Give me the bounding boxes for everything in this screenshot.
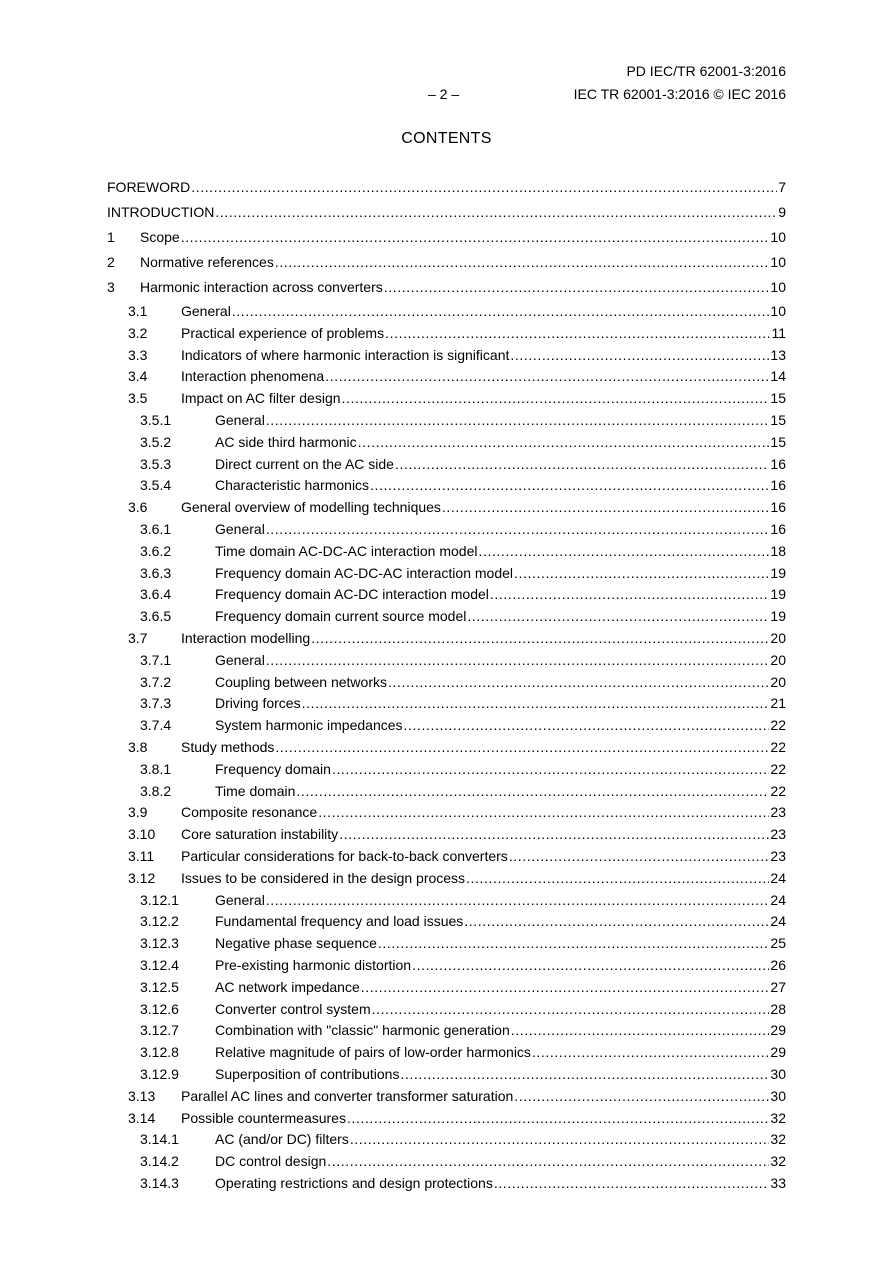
toc-entry-number: 1 [107, 229, 115, 245]
toc-entry-page: 29 [770, 1022, 786, 1039]
toc-entry-number: 3.11 [128, 848, 155, 864]
toc-entry-page: 10 [770, 229, 786, 245]
toc-dot-leader [412, 956, 769, 974]
toc-entry[interactable] [107, 564, 786, 582]
toc-entry-title: General [181, 303, 231, 319]
toc-entry[interactable] [107, 673, 786, 691]
toc-entry-title: Normative references [140, 254, 274, 270]
toc-dot-leader [361, 978, 770, 996]
toc-entry-page: 28 [770, 1000, 786, 1017]
toc-entry-number: 3.12.5 [140, 978, 179, 995]
toc-entry-number: 3.5.2 [140, 433, 172, 450]
toc-dot-leader [370, 476, 769, 494]
toc-entry[interactable] [107, 178, 786, 196]
toc-entry[interactable] [107, 498, 786, 516]
toc-dot-leader [384, 278, 770, 296]
toc-entry[interactable] [107, 782, 786, 800]
toc-entry-title: Core saturation instability [181, 826, 339, 843]
toc-entry-title: Negative phase sequence [215, 935, 377, 952]
toc-entry-page: 7 [778, 179, 786, 195]
toc-entry-title: Impact on AC filter design [181, 390, 341, 407]
toc-dot-leader [388, 673, 769, 691]
toc-entry-number: 3.5.3 [140, 455, 172, 472]
toc-dot-leader [400, 1065, 769, 1083]
toc-entry[interactable] [107, 1065, 786, 1083]
toc-entry-title: Coupling between networks [215, 673, 387, 690]
toc-entry-page: 11 [771, 324, 786, 341]
toc-entry[interactable] [107, 389, 786, 407]
toc-entry-page: 22 [770, 760, 786, 777]
toc-dot-leader [478, 542, 769, 560]
toc-entry-number: 3.1 [128, 303, 148, 319]
toc-entry[interactable] [107, 203, 786, 221]
toc-dot-leader [347, 1109, 769, 1127]
toc-entry-page: 16 [770, 477, 786, 494]
toc-entry[interactable] [107, 716, 786, 734]
toc-entry-number: 3.7.4 [140, 717, 172, 734]
toc-entry-page: 16 [770, 455, 786, 472]
toc-entry-number: 3.7.1 [140, 651, 172, 668]
copyright-line: IEC TR 62001-3:2016 © IEC 2016 [573, 86, 786, 102]
toc-entry-number: 3.12.7 [140, 1022, 179, 1039]
toc-entry-page: 19 [770, 608, 786, 625]
toc-entry-page: 9 [778, 204, 786, 220]
toc-entry[interactable] [107, 1130, 786, 1148]
toc-dot-leader [302, 694, 770, 712]
toc-entry[interactable] [107, 542, 786, 560]
toc-entry-number: 3.7.2 [140, 673, 172, 690]
toc-dot-leader [404, 716, 770, 734]
toc-entry[interactable] [107, 891, 786, 909]
toc-entry[interactable] [107, 253, 786, 271]
toc-entry-title: Composite resonance [181, 804, 318, 821]
toc-entry-page: 32 [770, 1109, 786, 1126]
toc-entry-number: 3.8 [128, 739, 148, 755]
toc-entry-number: 3.9 [128, 804, 148, 821]
toc-entry[interactable] [107, 278, 786, 296]
toc-entry[interactable] [107, 1000, 786, 1018]
toc-entry-page: 24 [770, 891, 786, 908]
toc-entry-title: Driving forces [215, 695, 301, 712]
toc-entry-page: 22 [770, 717, 786, 734]
document-id: PD IEC/TR 62001-3:2016 [626, 63, 786, 79]
toc-entry-number: 3.7 [128, 630, 148, 646]
toc-dot-leader [490, 585, 770, 603]
toc-entry-number: 3.12.6 [140, 1000, 179, 1017]
toc-entry-title: Characteristic harmonics [215, 477, 370, 494]
toc-dot-leader [318, 803, 769, 821]
toc-entry-number: 3.14.1 [140, 1131, 179, 1148]
toc-dot-leader [514, 564, 769, 582]
toc-entry-title: Frequency domain current source model [215, 608, 467, 625]
toc-entry-page: 13 [770, 346, 786, 363]
toc-entry[interactable] [107, 585, 786, 603]
toc-entry-title: Combination with "classic" harmonic generation [215, 1022, 510, 1039]
toc-entry-title: AC side third harmonic [215, 433, 357, 450]
toc-entry-number: 3.12.1 [140, 891, 179, 908]
toc-dot-leader [378, 934, 770, 952]
toc-entry-page: 10 [770, 303, 786, 319]
toc-dot-leader [532, 1043, 769, 1061]
toc-entry-title: Study methods [181, 739, 275, 755]
toc-entry-title: Time domain [215, 782, 296, 799]
toc-entry-title: Issues to be considered in the design process [181, 869, 466, 886]
toc-entry[interactable] [107, 346, 786, 364]
toc-entry-page: 27 [770, 978, 786, 995]
toc-entry-title: Practical experience of problems [181, 324, 385, 341]
toc-entry[interactable] [107, 956, 786, 974]
toc-entry-title: Superposition of contributions [215, 1066, 400, 1082]
toc-entry-number: 3.6.1 [140, 521, 172, 537]
toc-entry[interactable] [107, 1109, 786, 1127]
toc-dot-leader [181, 228, 770, 246]
toc-dot-leader [466, 869, 769, 887]
toc-dot-leader [350, 1130, 770, 1148]
toc-entry-page: 30 [770, 1066, 786, 1082]
toc-entry[interactable] [107, 629, 786, 647]
toc-entry-page: 22 [770, 782, 786, 799]
toc-entry-number: 3.10 [128, 826, 156, 843]
toc-entry-page: 24 [770, 869, 786, 886]
toc-entry-page: 23 [770, 804, 786, 821]
toc-entry-page: 10 [770, 279, 786, 295]
toc-entry-number: 3.14 [128, 1109, 156, 1126]
toc-entry[interactable] [107, 760, 786, 778]
toc-entry-number: 3.14.3 [140, 1175, 179, 1191]
toc-entry-number: 3.12.9 [140, 1066, 179, 1082]
toc-entry-number: 3.4 [128, 368, 148, 385]
toc-dot-leader [296, 782, 769, 800]
toc-entry-page: 21 [770, 695, 786, 712]
toc-entry-title: Time domain AC-DC-AC interaction model [215, 542, 478, 559]
toc-entry-page: 33 [770, 1175, 786, 1191]
toc-dot-leader [275, 253, 770, 271]
toc-entry[interactable] [107, 738, 786, 756]
toc-entry-number: 3.3 [128, 346, 148, 363]
toc-entry[interactable] [107, 1152, 786, 1170]
toc-entry-number: 3.6.2 [140, 542, 172, 559]
toc-entry[interactable] [107, 978, 786, 996]
toc-dot-leader [215, 203, 777, 221]
toc-entry-page: 18 [770, 542, 786, 559]
toc-entry[interactable] [107, 1043, 786, 1061]
toc-dot-leader [464, 912, 769, 930]
toc-entry-title: Harmonic interaction across converters [140, 279, 383, 295]
toc-dot-leader [266, 520, 770, 538]
toc-entry-page: 26 [770, 957, 786, 973]
toc-entry[interactable] [107, 934, 786, 952]
toc-entry-page: 29 [770, 1044, 786, 1061]
toc-entry[interactable] [107, 367, 786, 385]
toc-dot-leader [275, 738, 769, 756]
toc-dot-leader [327, 1152, 769, 1170]
toc-entry-number: 3.13 [128, 1087, 156, 1104]
toc-entry-number: 3.12.2 [140, 913, 179, 930]
toc-entry-title: Indicators of where harmonic interaction is significant [181, 346, 510, 363]
toc-entry-page: 15 [770, 412, 786, 428]
toc-entry-page: 30 [770, 1087, 786, 1104]
toc-entry-page: 32 [770, 1131, 786, 1148]
toc-dot-leader [325, 367, 769, 385]
contents-title: CONTENTS [401, 130, 492, 147]
toc-entry-title: INTRODUCTION [107, 204, 215, 220]
toc-entry-number: 3.7.3 [140, 695, 172, 712]
toc-entry-page: 20 [770, 630, 786, 646]
toc-entry-title: FOREWORD [107, 179, 191, 195]
toc-entry-title: General overview of modelling techniques [181, 499, 441, 516]
toc-entry-title: Direct current on the AC side [215, 455, 394, 472]
toc-dot-leader [509, 847, 770, 865]
toc-entry-number: 3.12.3 [140, 935, 179, 952]
toc-entry[interactable] [107, 1174, 786, 1192]
toc-entry-title: AC (and/or DC) filters [215, 1131, 349, 1148]
toc-entry-title: Fundamental frequency and load issues [215, 913, 464, 930]
toc-entry-number: 3.8.1 [140, 760, 172, 777]
toc-entry-title: DC control design [215, 1153, 327, 1170]
toc-dot-leader [494, 1174, 770, 1192]
toc-entry-title: Possible countermeasures [181, 1109, 346, 1126]
toc-entry[interactable] [107, 803, 786, 821]
toc-entry-page: 14 [770, 368, 786, 385]
toc-entry[interactable] [107, 476, 786, 494]
toc-entry-title: Frequency domain AC-DC interaction model [215, 586, 489, 603]
toc-entry-number: 3.12.4 [140, 957, 179, 973]
toc-entry-number: 3 [107, 279, 115, 295]
toc-entry-page: 20 [770, 651, 786, 668]
toc-entry[interactable] [107, 651, 786, 669]
toc-dot-leader [266, 651, 770, 669]
toc-entry-title: General [215, 891, 265, 908]
toc-entry-title: General [215, 651, 265, 668]
toc-entry-title: Relative magnitude of pairs of low-order harmonics [215, 1044, 531, 1061]
toc-entry-page: 19 [770, 586, 786, 603]
toc-entry-page: 15 [770, 390, 786, 407]
toc-entry-title: Interaction phenomena [181, 368, 325, 385]
toc-dot-leader [395, 455, 769, 473]
toc-dot-leader [232, 302, 770, 320]
toc-entry-title: Particular considerations for back-to-back converters [181, 848, 508, 864]
toc-dot-leader [339, 825, 769, 843]
table-of-contents [107, 0, 786, 1262]
toc-entry-page: 32 [770, 1153, 786, 1170]
toc-entry-number: 3.5 [128, 390, 148, 407]
toc-entry-page: 10 [770, 254, 786, 270]
toc-entry-title: Converter control system [215, 1000, 371, 1017]
toc-dot-leader [510, 346, 769, 364]
toc-entry-title: System harmonic impedances [215, 717, 403, 734]
toc-entry-number: 2 [107, 254, 115, 270]
toc-entry-page: 25 [770, 935, 786, 952]
toc-entry-title: Interaction modelling [181, 630, 311, 646]
toc-dot-leader [511, 1021, 770, 1039]
toc-entry-title: Operating restrictions and design protections [215, 1175, 493, 1191]
toc-entry-page: 16 [770, 499, 786, 516]
toc-entry[interactable] [107, 1087, 786, 1105]
toc-dot-leader [467, 607, 769, 625]
toc-dot-leader [358, 433, 770, 451]
toc-entry-title: Frequency domain [215, 760, 331, 777]
toc-entry[interactable] [107, 520, 786, 538]
toc-entry-page: 15 [770, 433, 786, 450]
toc-entry[interactable] [107, 694, 786, 712]
toc-dot-leader [442, 498, 769, 516]
toc-entry-page: 24 [770, 913, 786, 930]
toc-entry-title: Frequency domain AC-DC-AC interaction model [215, 564, 514, 581]
toc-entry-page: 22 [770, 739, 786, 755]
toc-entry-page: 19 [770, 564, 786, 581]
toc-entry-title: Scope [140, 229, 180, 245]
page-number: – 2 – [428, 86, 460, 102]
toc-entry-number: 3.5.4 [140, 477, 172, 494]
toc-entry-title: Pre-existing harmonic distortion [215, 957, 412, 973]
toc-entry-page: 23 [770, 826, 786, 843]
toc-dot-leader [385, 324, 770, 342]
toc-entry-number: 3.5.1 [140, 412, 172, 428]
toc-dot-leader [266, 891, 770, 909]
toc-entry[interactable] [107, 228, 786, 246]
toc-entry[interactable] [107, 433, 786, 451]
toc-dot-leader [342, 389, 770, 407]
toc-entry-number: 3.6.5 [140, 608, 172, 625]
toc-entry-title: General [215, 412, 265, 428]
toc-entry-number: 3.14.2 [140, 1153, 179, 1170]
toc-entry[interactable] [107, 455, 786, 473]
toc-entry-title: Parallel AC lines and converter transformer saturation [181, 1087, 514, 1104]
toc-entry[interactable] [107, 607, 786, 625]
toc-entry-title: AC network impedance [215, 978, 360, 995]
toc-entry-page: 16 [770, 521, 786, 537]
toc-entry-page: 23 [770, 848, 786, 864]
toc-entry-number: 3.2 [128, 324, 148, 341]
toc-dot-leader [514, 1087, 769, 1105]
toc-entry-page: 20 [770, 673, 786, 690]
toc-entry[interactable] [107, 912, 786, 930]
toc-entry[interactable] [107, 324, 786, 342]
toc-dot-leader [372, 1000, 770, 1018]
toc-entry-number: 3.6.3 [140, 564, 172, 581]
toc-entry[interactable] [107, 302, 786, 320]
toc-dot-leader [311, 629, 769, 647]
toc-entry[interactable] [107, 411, 786, 429]
toc-dot-leader [332, 760, 769, 778]
toc-entry[interactable] [107, 1021, 786, 1039]
toc-entry[interactable] [107, 869, 786, 887]
toc-entry-number: 3.8.2 [140, 782, 172, 799]
toc-entry[interactable] [107, 847, 786, 865]
toc-entry[interactable] [107, 825, 786, 843]
toc-entry-number: 3.12.8 [140, 1044, 179, 1061]
toc-dot-leader [191, 178, 777, 196]
toc-dot-leader [266, 411, 770, 429]
toc-entry-number: 3.12 [128, 869, 156, 886]
toc-entry-title: General [215, 521, 265, 537]
toc-entry-number: 3.6 [128, 499, 148, 516]
toc-entry-number: 3.6.4 [140, 586, 172, 603]
